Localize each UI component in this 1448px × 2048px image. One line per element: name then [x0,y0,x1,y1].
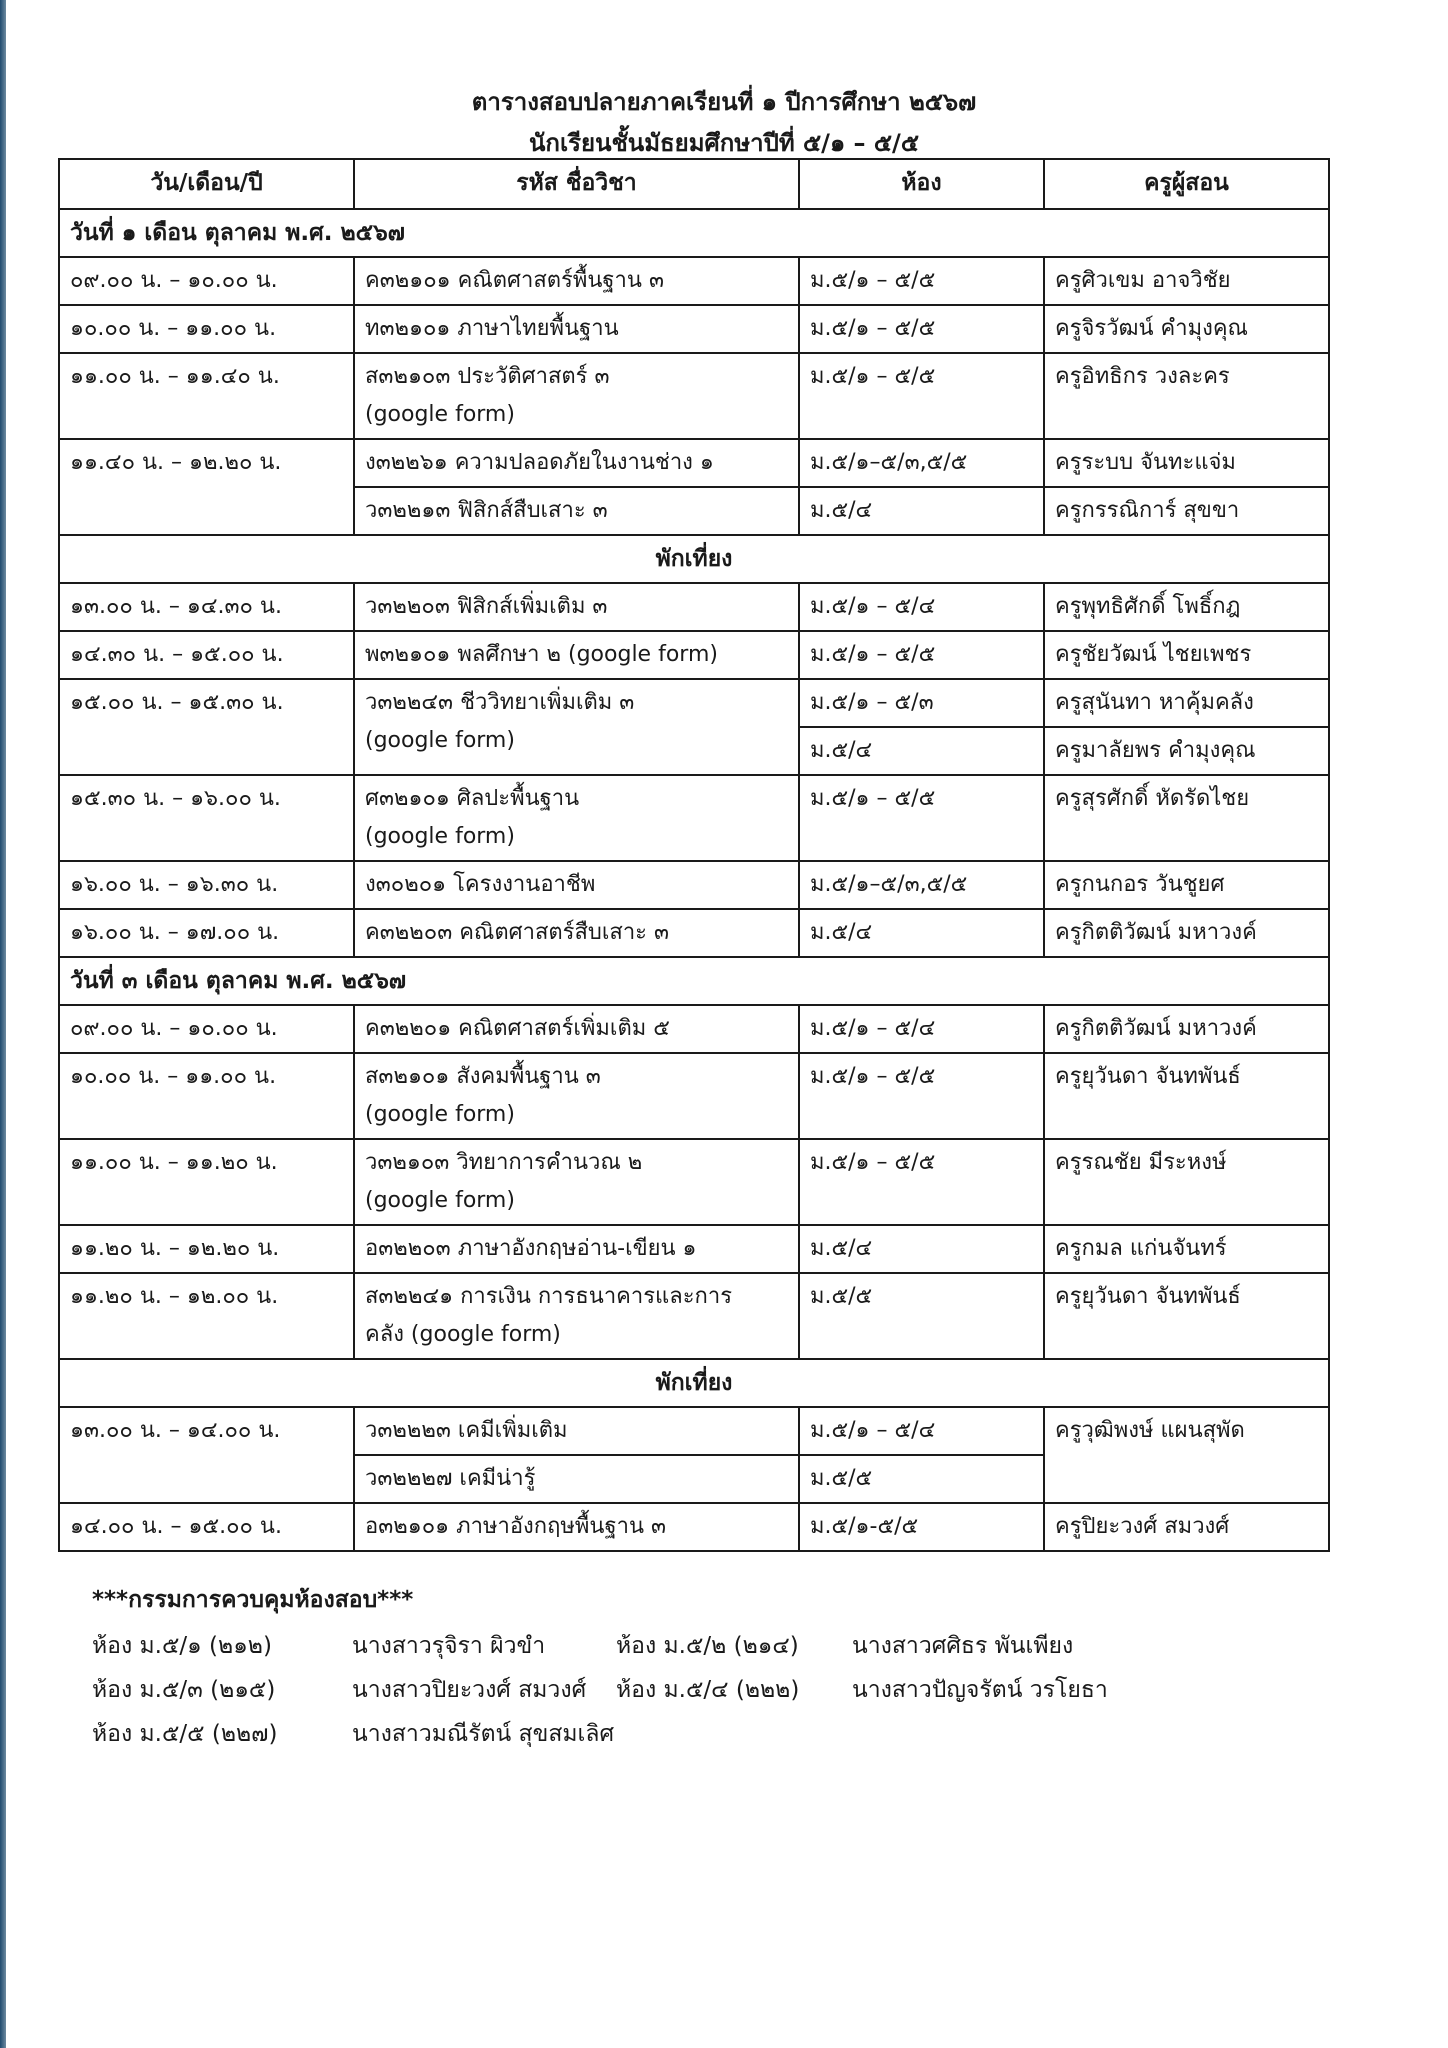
committee-row [92,1628,1074,1672]
day-label: วันที่ ๑ เดือน ตุลาคม พ.ศ. ๒๕๖๗ [59,209,1329,257]
exam-room: ม.๕/๑ – ๕/๔ [799,583,1044,631]
subject-line-1: ว๓๒๑๐๓ วิทยาการคำนวณ ๒ [365,1150,643,1175]
table-row [59,1225,1329,1273]
header-subject: รหัส ชื่อวิชา [354,159,799,209]
subject-line-2: (google form) [365,402,515,427]
exam-room: ม.๕/๑ – ๕/๓ [799,679,1044,727]
committee-member: นางสาวปัญจรัตน์ วรโยธา [852,1677,1108,1703]
exam-room: ม.๕/๑-๕/๕ [799,1503,1044,1551]
subject-line-1: ส๓๒๑๐๑ สังคมพื้นฐาน ๓ [365,1064,601,1089]
exam-teacher: ครูกิตติวัฒน์ มหาวงค์ [1044,909,1329,957]
subject-line-1: ศ๓๒๑๐๑ ศิลปะพื้นฐาน [365,786,580,811]
exam-room: ม.๕/๑ – ๕/๔ [799,1407,1044,1455]
exam-time: ๑๖.๐๐ น. – ๑๗.๐๐ น. [59,909,354,957]
exam-subject: ว๓๒๒๐๓ ฟิสิกส์เพิ่มเติม ๓ [354,583,799,631]
committee-room: ห้อง ม.๕/๕ (๒๒๗) [92,1721,278,1747]
table-row [59,909,1329,957]
exam-time: ๑๖.๐๐ น. – ๑๖.๓๐ น. [59,861,354,909]
exam-teacher: ครูมาลัยพร คำมุงคุณ [1044,727,1329,775]
table-row [59,1273,1329,1359]
committee-row [92,1672,1108,1716]
subject-line-1: ส๓๒๑๐๓ ประวัติศาสตร์ ๓ [365,364,610,389]
exam-room: ม.๕/๑ – ๕/๕ [799,305,1044,353]
committee-room: ห้อง ม.๕/๑ (๒๑๒) [92,1633,272,1659]
exam-teacher: ครูวุฒิพงษ์ แผนสุพัด [1044,1407,1329,1503]
exam-subject: ง๓๐๒๐๑ โครงงานอาชีพ [354,861,799,909]
exam-schedule-table [58,158,1330,1552]
table-row [59,439,1329,487]
exam-room: ม.๕/๑–๕/๓,๕/๕ [799,861,1044,909]
exam-teacher: ครูอิทธิกร วงละคร [1044,353,1329,439]
header-date: วัน/เดือน/ปี [59,159,354,209]
exam-subject [354,1139,799,1225]
header-teacher: ครูผู้สอน [1044,159,1329,209]
exam-time: ๑๑.๐๐ น. – ๑๑.๔๐ น. [59,353,354,439]
exam-room: ม.๕/๕ [799,1273,1044,1359]
table-row [59,1503,1329,1551]
exam-time: ๑๓.๐๐ น. – ๑๔.๓๐ น. [59,583,354,631]
exam-subject: ค๓๒๒๐๑ คณิตศาสตร์เพิ่มเติม ๕ [354,1005,799,1053]
table-row [59,1005,1329,1053]
table-header-row [59,159,1329,209]
exam-room: ม.๕/๑ – ๕/๕ [799,257,1044,305]
table-row [59,305,1329,353]
exam-subject: อ๓๒๑๐๑ ภาษาอังกฤษพื้นฐาน ๓ [354,1503,799,1551]
table-row [59,861,1329,909]
exam-subject: ง๓๒๒๖๑ ความปลอดภัยในงานช่าง ๑ [354,439,799,487]
exam-teacher: ครูชัยวัฒน์ ไชยเพชร [1044,631,1329,679]
table-row [59,775,1329,861]
committee-room: ห้อง ม.๕/๒ (๒๑๔) [616,1633,799,1659]
subject-line-2: (google form) [365,1102,515,1127]
exam-time: ๑๑.๔๐ น. – ๑๒.๒๐ น. [59,439,354,535]
table-row [59,353,1329,439]
exam-teacher: ครูรณชัย มีระหงษ์ [1044,1139,1329,1225]
exam-teacher: ครูสุนันทา หาคุ้มคลัง [1044,679,1329,727]
exam-subject [354,1053,799,1139]
committee-member: นางสาวปิยะวงศ์ สมวงศ์ [352,1677,587,1703]
table-row [59,583,1329,631]
exam-subject [354,1273,799,1359]
exam-subject: อ๓๒๒๐๓ ภาษาอังกฤษอ่าน-เขียน ๑ [354,1225,799,1273]
exam-subject [354,353,799,439]
exam-room: ม.๕/๑ – ๕/๕ [799,631,1044,679]
exam-room: ม.๕/๔ [799,487,1044,535]
exam-teacher: ครูสุรศักดิ์ หัดรัดไชย [1044,775,1329,861]
exam-time: ๑๔.๐๐ น. – ๑๕.๐๐ น. [59,1503,354,1551]
subject-line-2: คลัง (google form) [365,1322,561,1347]
header-room: ห้อง [799,159,1044,209]
lunch-break-label: พักเที่ยง [59,1359,1329,1407]
exam-subject [354,679,799,775]
exam-teacher: ครูกิตติวัฒน์ มหาวงค์ [1044,1005,1329,1053]
exam-teacher: ครูกนกอร วันชูยศ [1044,861,1329,909]
exam-room: ม.๕/๑ – ๕/๕ [799,1053,1044,1139]
exam-room: ม.๕/๑ – ๕/๕ [799,775,1044,861]
exam-time: ๑๐.๐๐ น. – ๑๑.๐๐ น. [59,1053,354,1139]
exam-time: ๐๙.๐๐ น. – ๑๐.๐๐ น. [59,257,354,305]
exam-room: ม.๕/๑ – ๕/๕ [799,1139,1044,1225]
exam-room: ม.๕/๑–๕/๓,๕/๕ [799,439,1044,487]
table-row [59,1407,1329,1455]
exam-subject: ค๓๒๒๐๓ คณิตศาสตร์สืบเสาะ ๓ [354,909,799,957]
committee-heading: ***กรรมการควบคุมห้องสอบ*** [92,1587,414,1613]
exam-time: ๑๓.๐๐ น. – ๑๔.๐๐ น. [59,1407,354,1503]
exam-teacher: ครูศิวเขม อาจวิชัย [1044,257,1329,305]
document-subtitle: นักเรียนชั้นมัธยมศึกษาปีที่ ๕/๑ – ๕/๕ [529,129,919,157]
table-row [59,1139,1329,1225]
committee-room: ห้อง ม.๕/๓ (๒๑๕) [92,1677,276,1703]
subject-line-2: (google form) [365,824,515,849]
exam-room: ม.๕/๕ [799,1455,1044,1503]
exam-committee [92,1582,1108,1760]
day-label: วันที่ ๓ เดือน ตุลาคม พ.ศ. ๒๕๖๗ [59,957,1329,1005]
exam-subject: ท๓๒๑๐๑ ภาษาไทยพื้นฐาน [354,305,799,353]
exam-teacher: ครูยุวันดา จันทพันธ์ [1044,1273,1329,1359]
exam-teacher: ครูกรรณิการ์ สุขขา [1044,487,1329,535]
committee-member: นางสาวศศิธร พันเพียง [852,1633,1074,1659]
committee-member: นางสาวมณีรัตน์ สุขสมเลิศ [352,1721,615,1747]
committee-member: นางสาวรุจิรา ผิวขำ [352,1633,546,1659]
break-row [59,535,1329,583]
subject-line-1: ว๓๒๒๔๓ ชีววิทยาเพิ่มเติม ๓ [365,690,635,715]
table-row [59,257,1329,305]
exam-subject [354,775,799,861]
exam-teacher: ครูระบบ จันทะแจ่ม [1044,439,1329,487]
exam-teacher: ครูพุทธิศักดิ์ โพธิ์กฎ [1044,583,1329,631]
subject-line-2: (google form) [365,1188,515,1213]
subject-line-2: (google form) [365,728,515,753]
committee-room: ห้อง ม.๕/๔ (๒๒๒) [616,1677,800,1703]
exam-room: ม.๕/๔ [799,1225,1044,1273]
exam-subject: ค๓๒๑๐๑ คณิตศาสตร์พื้นฐาน ๓ [354,257,799,305]
exam-time: ๑๐.๐๐ น. – ๑๑.๐๐ น. [59,305,354,353]
exam-teacher: ครูจิรวัฒน์ คำมุงคุณ [1044,305,1329,353]
exam-room: ม.๕/๔ [799,727,1044,775]
exam-subject: ว๓๒๒๑๓ ฟิสิกส์สืบเสาะ ๓ [354,487,799,535]
table-row [59,1053,1329,1139]
exam-time: ๑๑.๒๐ น. – ๑๒.๒๐ น. [59,1225,354,1273]
lunch-break-label: พักเที่ยง [59,535,1329,583]
exam-time: ๑๑.๒๐ น. – ๑๒.๐๐ น. [59,1273,354,1359]
committee-row [92,1716,615,1760]
exam-subject: พ๓๒๑๐๑ พลศึกษา ๒ (google form) [354,631,799,679]
exam-subject: ว๓๒๒๒๓ เคมีเพิ่มเติม [354,1407,799,1455]
exam-time: ๑๔.๓๐ น. – ๑๕.๐๐ น. [59,631,354,679]
exam-room: ม.๕/๑ – ๕/๕ [799,353,1044,439]
exam-time: ๐๙.๐๐ น. – ๑๐.๐๐ น. [59,1005,354,1053]
exam-time: ๑๕.๐๐ น. – ๑๕.๓๐ น. [59,679,354,775]
table-row [59,631,1329,679]
section-row [59,957,1329,1005]
document-title: ตารางสอบปลายภาคเรียนที่ ๑ ปีการศึกษา ๒๕๖๗ [471,88,977,116]
table-row [59,679,1329,727]
exam-subject: ว๓๒๒๒๗ เคมีน่ารู้ [354,1455,799,1503]
exam-room: ม.๕/๑ – ๕/๔ [799,1005,1044,1053]
exam-room: ม.๕/๔ [799,909,1044,957]
exam-teacher: ครูปิยะวงศ์ สมวงศ์ [1044,1503,1329,1551]
exam-teacher: ครูยุวันดา จันทพันธ์ [1044,1053,1329,1139]
exam-teacher: ครูกมล แก่นจันทร์ [1044,1225,1329,1273]
section-row [59,209,1329,257]
scan-edge [0,0,6,2048]
break-row [59,1359,1329,1407]
exam-time: ๑๕.๓๐ น. – ๑๖.๐๐ น. [59,775,354,861]
exam-time: ๑๑.๐๐ น. – ๑๑.๒๐ น. [59,1139,354,1225]
subject-line-1: ส๓๒๒๔๑ การเงิน การธนาคารและการ [365,1284,733,1309]
